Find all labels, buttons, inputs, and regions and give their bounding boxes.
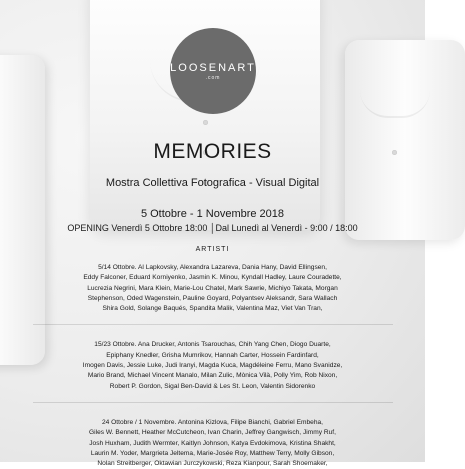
exhibition-dates: 5 Ottobre - 1 Novembre 2018: [140, 208, 285, 220]
opening-hours: OPENING Venerdì 5 Ottobre 18:00 │Dal Lunedì al Venerdì - 9:00 / 18:00: [67, 223, 358, 233]
artist-line: Eddy Falconer, Eduard Korniyenko, Jasmin K. Minou, Kyndall Hadley, Laure Couradette,: [83, 274, 342, 282]
logo-name: LOOSENART: [170, 61, 256, 74]
artist-line: Mario Brand, Michael Vincent Manalo, Milan Zulic, Mònica Vilà, Polly Yim, Rob Nixon,: [87, 372, 338, 380]
logo-sub: .com: [205, 74, 221, 81]
artist-line: Lucrezia Negrini, Mara Klein, Marie-Lou Chatel, Mark Sawrie, Michiyo Takata, Morgan: [87, 284, 338, 292]
artist-line: Josh Huxham, Judith Wermter, Kaitlyn Johnson, Katya Evdokimova, Kristina Shakht,: [89, 439, 336, 447]
shirt-button: [203, 120, 208, 125]
artist-group-1: [33, 263, 393, 314]
poster-content: [0, 140, 425, 469]
artist-group-2: [33, 340, 393, 391]
artists-heading: ARTISTI: [195, 246, 230, 253]
loosenart-logo: [170, 28, 256, 114]
artist-line: 15/23 Ottobre. Ana Drucker, Antonis Tsarouchas, Chih Yang Chen, Diogo Duarte,: [94, 341, 331, 349]
divider: [33, 402, 393, 403]
artist-line: Laurin M. Yoder, Margrieta Jeltema, Marie-Josée Roy, Matthew Terry, Molly Gibson,: [90, 449, 335, 457]
artist-line: Robert P. Gordon, Sigal Ben-David & Les St. Leon, Valentin Sidorenko: [109, 382, 316, 390]
artist-line: Epiphany Knedler, Grisha Mumrikov, Hannah Carter, Hossein Fardinfard,: [106, 351, 319, 359]
exhibition-subtitle: Mostra Collettiva Fotografica - Visual Digital: [105, 177, 320, 189]
artist-line: Stephenson, Oded Wagenstein, Pauline Goyard, Polyantsev Aleksandr, Sara Wallach: [87, 294, 338, 302]
exhibition-title: MEMORIES: [153, 140, 272, 163]
artist-group-3: [33, 418, 393, 469]
artist-line: Giles W. Bennett, Heather McCutcheon, Ivan Charin, Jeffrey Gangwisch, Jimmy Ruf,: [89, 429, 336, 437]
artist-line: Shira Gold, Solange Baqués, Spandita Malik, Valentina Maz, Viet Van Tran,: [102, 305, 323, 313]
divider: [33, 324, 393, 325]
artist-line: Imogen Davis, Jessie Luke, Judi Iranyi, Magda Kuca, Magdéleine Ferru, Mano Svanidze,: [82, 362, 343, 370]
artist-line: 5/14 Ottobre. Al Lapkovsky, Alexandra Lazareva, Dania Hany, David Ellingsen,: [98, 264, 327, 271]
artist-line: 24 Ottobre / 1 Novembre. Antonina Kizlova, Filipe Bianchi, Gabriel Embeha,: [101, 418, 323, 426]
artist-line: Nolan Streitberger, Oktawian Jurczykowski, Reza Kianpour, Sarah Shoemaker,: [97, 460, 328, 468]
